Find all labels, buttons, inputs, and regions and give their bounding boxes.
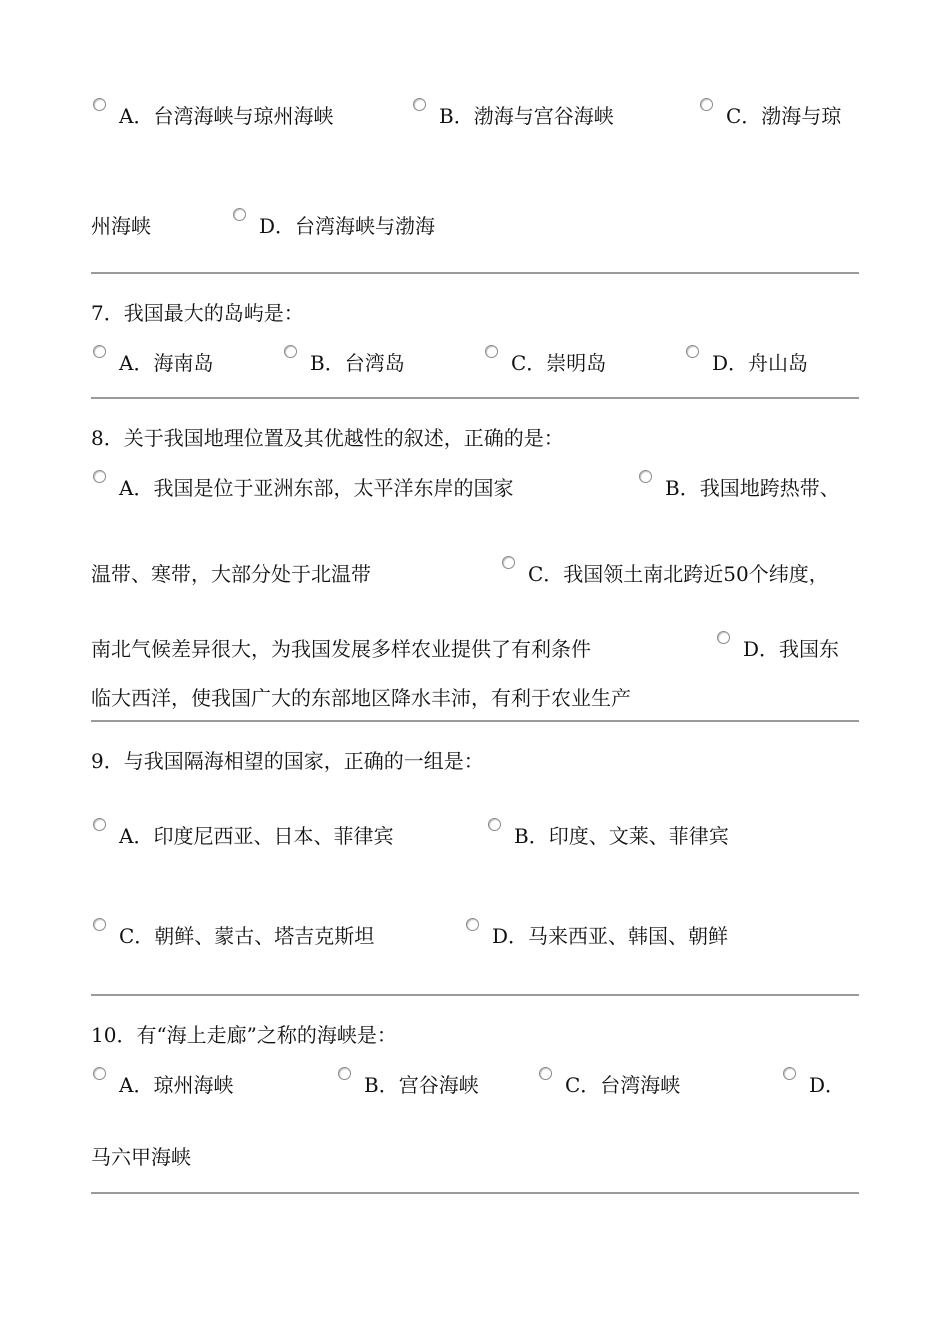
option-label: B．宫谷海峡	[364, 1073, 479, 1097]
q7-question: 7．我国最大的岛屿是：	[91, 301, 304, 325]
q8-question: 8．关于我国地理位置及其优越性的叙述，正确的是：	[91, 426, 564, 450]
radio-button[interactable]	[93, 818, 106, 831]
option-label: D．我国东	[743, 637, 840, 661]
radio-button[interactable]	[93, 98, 106, 111]
q8-option-c-wrap: 南北气候差异很大，为我国发展多样农业提供了有利条件	[91, 637, 591, 661]
q6-option-c-wrap: 州海峡	[91, 214, 151, 238]
option-label: B．印度、文莱、菲律宾	[514, 824, 729, 848]
radio-button[interactable]	[485, 345, 498, 358]
q10-option-d-wrap: 马六甲海峡	[91, 1145, 191, 1169]
option-label: D．台湾海峡与渤海	[259, 214, 436, 238]
option-label: B．台湾岛	[310, 351, 405, 375]
option-label: B．渤海与宫谷海峡	[439, 104, 614, 128]
option-label: D．	[809, 1073, 846, 1097]
divider	[91, 994, 859, 996]
option-label: A．台湾海峡与琼州海峡	[119, 104, 334, 128]
radio-button[interactable]	[413, 98, 426, 111]
radio-button[interactable]	[700, 98, 713, 111]
option-label: C．台湾海峡	[565, 1073, 681, 1097]
radio-button[interactable]	[639, 470, 652, 483]
divider	[91, 272, 859, 274]
radio-button[interactable]	[93, 345, 106, 358]
radio-button[interactable]	[466, 918, 479, 931]
radio-button[interactable]	[93, 470, 106, 483]
option-label: A．我国是位于亚洲东部，太平洋东岸的国家	[119, 476, 514, 500]
radio-button[interactable]	[93, 1067, 106, 1080]
radio-button[interactable]	[488, 818, 501, 831]
option-label: C．朝鲜、蒙古、塔吉克斯坦	[119, 924, 375, 948]
option-label: C．崇明岛	[511, 351, 607, 375]
q9-question: 9．与我国隔海相望的国家，正确的一组是：	[91, 749, 484, 773]
option-label: A．琼州海峡	[119, 1073, 234, 1097]
radio-button[interactable]	[686, 345, 699, 358]
option-label: B．我国地跨热带、	[665, 476, 840, 500]
radio-button[interactable]	[783, 1067, 796, 1080]
divider	[91, 1192, 859, 1194]
radio-button[interactable]	[502, 556, 515, 569]
radio-button[interactable]	[717, 631, 730, 644]
radio-button[interactable]	[284, 345, 297, 358]
option-label: A．印度尼西亚、日本、菲律宾	[119, 824, 394, 848]
radio-button[interactable]	[539, 1067, 552, 1080]
option-label: C．我国领土南北跨近50个纬度，	[528, 562, 829, 586]
q10-question: 10．有“海上走廊”之称的海峡是：	[91, 1023, 397, 1047]
divider	[91, 720, 859, 722]
q8-option-d-wrap: 临大西洋，使我国广大的东部地区降水丰沛，有利于农业生产	[91, 686, 631, 710]
option-label: A．海南岛	[119, 351, 214, 375]
radio-button[interactable]	[338, 1067, 351, 1080]
divider	[91, 397, 859, 399]
option-label: D．马来西亚、韩国、朝鲜	[492, 924, 729, 948]
option-label: C．渤海与琼	[726, 104, 842, 128]
q8-option-b-wrap: 温带、寒带，大部分处于北温带	[91, 562, 371, 586]
option-label: D．舟山岛	[712, 351, 809, 375]
radio-button[interactable]	[93, 918, 106, 931]
radio-button[interactable]	[233, 208, 246, 221]
